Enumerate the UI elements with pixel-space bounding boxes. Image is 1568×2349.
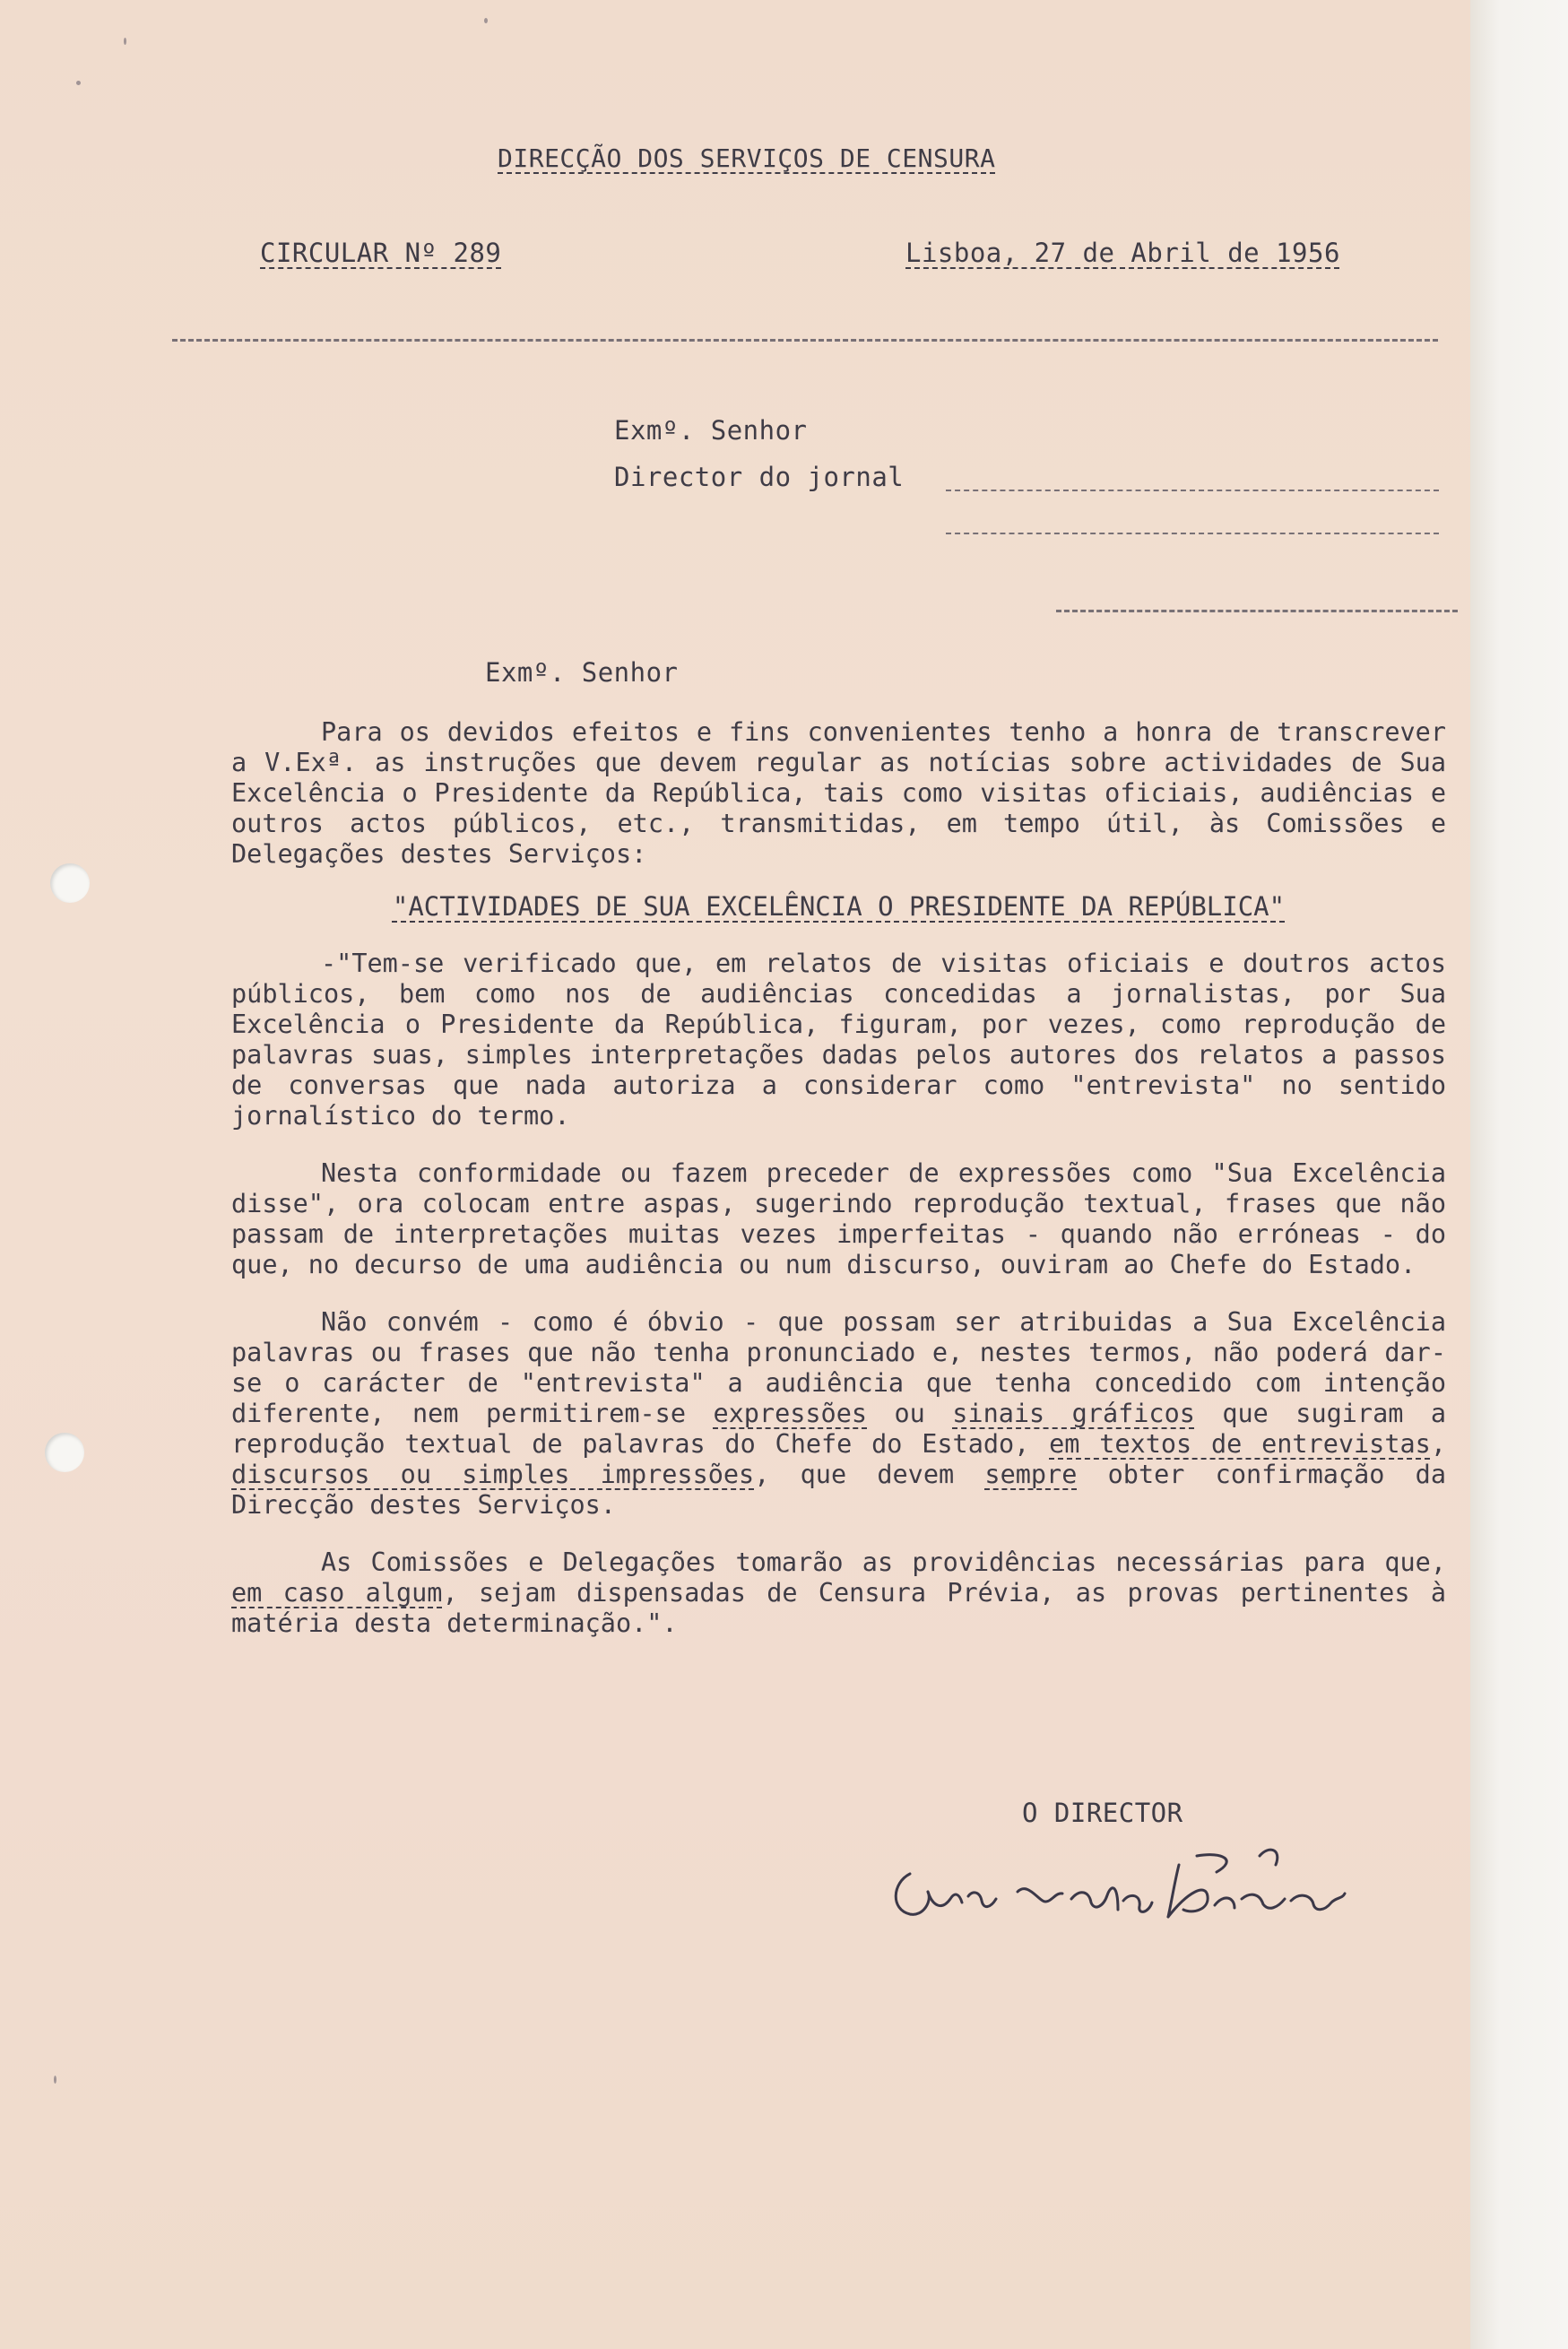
- paragraph-4-text: As Comissões e Delegações tomarão as providências necessárias para que,: [321, 1547, 1446, 1577]
- journal-name-blank-2: [946, 533, 1439, 534]
- short-separator-rule: [1056, 610, 1458, 612]
- instruction-title: "ACTIVIDADES DE SUA EXCELÊNCIA O PRESIDENTE DA REPÚBLICA": [392, 891, 1286, 922]
- punch-hole: [50, 863, 90, 903]
- paper-speck: [76, 81, 81, 85]
- underlined-phrase: discursos ou simples impressões: [231, 1460, 755, 1489]
- paragraph-3-text: Não convém - como é óbvio - que possam ser atribuidas a Sua Excelência palavras ou frases que não tenha pronunciado e, nestes termos, não poderá dar-se o carácter de "entrevista" a audiência que tenha concedido com intenção diferente, nem permitirem-se: [231, 1307, 1446, 1428]
- separator-rule: [172, 339, 1438, 342]
- page-edge: [1470, 0, 1568, 2349]
- paper-speck: [54, 2076, 56, 2084]
- underlined-phrase: em textos de entrevistas: [1049, 1429, 1431, 1459]
- handwritten-signature: [883, 1829, 1367, 1928]
- signoff-title: O DIRECTOR: [1022, 1798, 1183, 1828]
- paragraph-2: Nesta conformidade ou fazem preceder de expressões como "Sua Excelência disse", ora colocam entre aspas, sugerindo reprodução textual, frases que não passam de interpretações muitas vezes imperfeitas - quando não erróneas - do que, no decurso de uma audiência ou num discurso, ouviram ao Chefe do Estado.: [231, 1158, 1446, 1279]
- paragraph-3-text: obter confirmação da Direcção destes Serviços.: [231, 1460, 1446, 1520]
- paragraph-3: [231, 1307, 1446, 1521]
- paragraph-3-text: que sugiram a reprodução textual de palavras do Chefe do Estado,: [231, 1399, 1446, 1459]
- underlined-phrase: em caso algum: [231, 1578, 443, 1608]
- paragraph-1: -"Tem-se verificado que, em relatos de visitas oficiais e doutros actos públicos, bem como nos de audiências concedidas a jornalistas, por Sua Excelência o Presidente da República, figuram, por vezes, como reprodução de palavras suas, simples interpretações dadas pelos autores dos relatos a passos de conversas que nada autoriza a considerar como "entrevista" no sentido jornalístico do termo.: [231, 949, 1446, 1131]
- intro-paragraph: Para os devidos efeitos e fins convenientes tenho a honra de transcrever a V.Exª. as instruções que devem regular as notícias sobre actividades de Sua Excelência o Presidente da República, tais como visitas oficiais, audiências e outros actos públicos, etc., transmitidas, em tempo útil, às Comissões e Delegações destes Serviços:: [231, 717, 1446, 869]
- underlined-phrase: expressões: [713, 1399, 868, 1428]
- paper-speck: [124, 38, 126, 45]
- paper-speck: [484, 18, 488, 23]
- salutation: Exmº. Senhor: [485, 657, 679, 688]
- punch-hole: [45, 1433, 84, 1472]
- paragraph-4-text: , sejam dispensadas de Censura Prévia, as provas pertinentes à matéria desta determinação.".: [231, 1578, 1447, 1638]
- circular-number: CIRCULAR Nº 289: [260, 238, 502, 268]
- addressee-line-2: Director do jornal: [614, 462, 905, 492]
- office-heading: DIRECÇÃO DOS SERVIÇOS DE CENSURA: [498, 143, 996, 173]
- addressee-line-1: Exmº. Senhor: [614, 415, 808, 446]
- letter-body: [231, 717, 1446, 1666]
- paragraph-3-text: ,: [1430, 1429, 1446, 1459]
- underlined-phrase: sempre: [984, 1460, 1078, 1489]
- letter-date: Lisboa, 27 de Abril de 1956: [905, 238, 1340, 268]
- paragraph-3-text: ou: [867, 1399, 953, 1428]
- underlined-phrase: sinais gráficos: [952, 1399, 1195, 1428]
- paragraph-3-text: , que devem: [754, 1460, 985, 1489]
- journal-name-blank: [946, 490, 1439, 491]
- paragraph-4: [231, 1547, 1446, 1639]
